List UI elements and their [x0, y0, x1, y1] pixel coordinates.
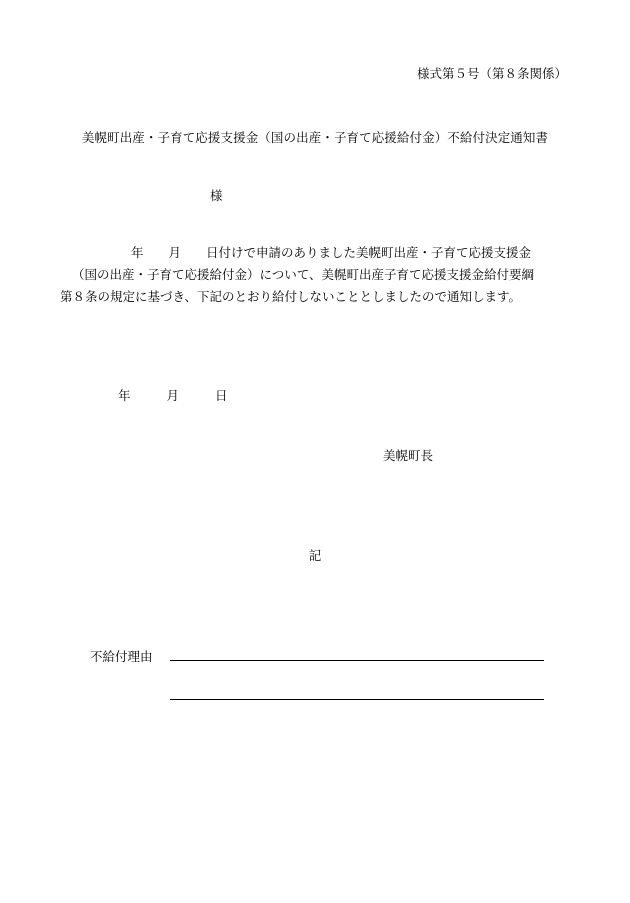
document-title: 美幌町出産・子育て応援支援金（国の出産・子育て応援給付金）不給付決定通知書	[81, 130, 549, 145]
notice-body	[60, 242, 580, 308]
addressee-honorific: 様	[210, 188, 223, 203]
issue-date	[118, 386, 227, 404]
reason-label: 不給付理由	[90, 649, 153, 664]
date-year: 年	[118, 388, 131, 403]
issuer-name: 美幌町長	[383, 448, 434, 463]
date-day: 日	[214, 388, 228, 403]
date-month: 月	[166, 388, 179, 403]
reason-blank-line-2	[170, 699, 544, 700]
form-number: 様式第５号（第８条関係）	[416, 66, 567, 81]
body-line-3: 第８条の規定に基づき、下記のとおり給付しないこととしましたので通知します。	[60, 289, 522, 304]
body-line-1: 年 月 日付けで申請のありました美幌町出産・子育て応援支援金	[131, 245, 532, 260]
notes-heading: 記	[308, 548, 322, 563]
reason-blank-line-1	[170, 660, 544, 661]
body-line-2: （国の出産・子育て応援給付金）について、美幌町出産子育て応援支援金給付要綱	[72, 267, 535, 282]
